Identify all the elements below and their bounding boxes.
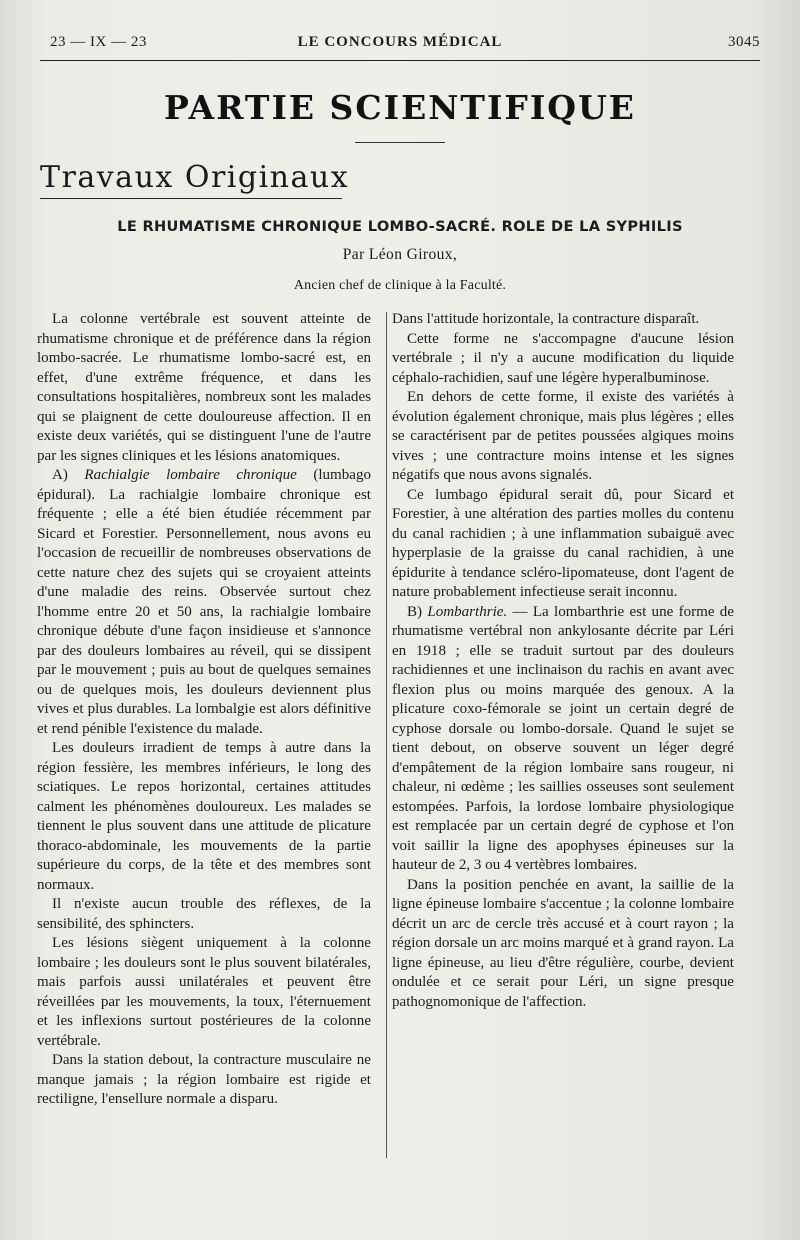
section-rule [355,142,445,143]
subsection-title: Rachialgie lombaire chronique [84,467,297,483]
paragraph: Dans la station debout, la contracture musculaire ne manque jamais ; la région lombaire est rigide et rectiligne, l'ensellure normale a disparu. [37,1052,371,1107]
subsection-title: Lombarthrie. [427,603,508,620]
rubric-rule [40,198,342,199]
rubric-heading: Travaux Originaux [40,160,350,195]
section-title: PARTIE SCIENTIFIQUE [164,88,636,127]
paragraph: La colonne vertébrale est souvent atteinte de rhumatisme chronique et de préférence dans la région lombo-sacrée. Le rhumatisme lombo-sacré est, en effet, d'une extrême fréquence, et dans les consultations hospitalières, nombreux sont les malades qui se plaignent de cette douloureuse affection. Il en existe deux variétés, qui se distinguent l'une de l'autre par les signes cliniques et les lésions anatomiques. [37,311,371,464]
paragraph: Dans la position penchée en avant, la saillie de la ligne épineuse lombaire s'accentue ; la colonne lombaire décrit un arc de cercle très accusé et à court rayon ; la région dorsale un arc moins marqué et à grand rayon. La ligne épineuse, au lieu d'être régulière, courbe, devient ondulée et ce serait pour Léri, un signe presque pathognomonique de l'affection. [392,876,734,1010]
paragraph [392,603,734,876]
column-divider [386,312,387,1158]
paragraph [37,466,371,739]
subsection-label: B) [407,603,423,620]
paragraph: Dans l'attitude horizontale, la contracture disparaît. [392,311,700,327]
right-column [392,310,734,1012]
paragraph: En dehors de cette forme, il existe des variétés à évolution également chronique, mais plus légères ; elles se caractérisent par de petites poussées algiques moins vives ; une contracture moins intense et les signes négatifs que nous avons signalés. [392,389,734,483]
paragraph: Ce lumbago épidural serait dû, pour Sicard et Forestier, à une altération des parties molles du contenu du canal rachidien ; à une inflammation subaiguë avec hyperplasie de la graisse du canal rachidien, à une épidurite à tendance scléro-lipomateuse, dont l'agent de nature probablement infectieuse serait inconnu. [392,486,734,600]
paragraph: Les lésions siègent uniquement à la colonne lombaire ; les douleurs sont le plus souvent bilatérales, mais parfois aussi unilatérales et peuvent être réveillées par les mouvements, la toux, l'éternuement et les inflexions surtout postérieures de la colonne vertébrale. [37,935,371,1049]
page-number: 3045 [728,34,760,50]
paragraph: Les douleurs irradient de temps à autre dans la région fessière, les membres inférieurs, le long des sciatiques. Le repos horizontal, certaines attitudes calment les phénomènes douloureux. Les malades se tiennent le plus souvent dans une attitude de plicature thoraco-abdominale, les mouvements de la partie supérieure du corps, de la tête et des membres sont normaux. [37,740,371,893]
paragraph-text: (lumbago épidural). La rachialgie lombaire chronique est fréquente ; elle a été bien étudiée récemment par Sicard et Forestier. Personnellement, nous avons eu l'occasion de recueillir de nombreuses observations de cette nature chez des sujets qui se croyaient atteints d'une maladie des reins. Observée surtout chez l'homme entre 20 et 50 ans, la rachialgie lombaire chronique débute d'une façon insidieuse et s'annonce par des douleurs lombaires au réveil, qui se dissipent par le mouvement ; puis au bout de quelques semaines ou de quelques mois, les douleurs deviennent plus vives et plus durables. La lombalgie est alors définitive et rend pénible l'existence du malade. [37,467,372,737]
paragraph: Il n'existe aucun trouble des réflexes, de la sensibilité, des sphincters. [37,896,371,932]
subsection-label: A) [52,467,68,483]
header-rule [40,60,760,61]
author-affiliation: Ancien chef de clinique à la Faculté. [293,278,507,293]
paragraph: Cette forme ne s'accompagne d'aucune lésion vertébrale ; il n'y a aucune modification du liquide céphalo-rachidien, sauf une légère hyperalbuminose. [392,330,734,386]
left-column [37,310,371,1110]
journal-name: LE CONCOURS MÉDICAL [297,34,503,50]
running-head [40,34,760,56]
issue-date: 23 — IX — 23 [50,34,147,50]
paragraph-text: — La lombarthrie est une forme de rhumatisme vertébral non ankylosante décrite par Léri en 1918 ; elle se traduit surtout par des douleurs rachidiennes et une inclinaison du rachis en avant avec flexion plus ou moins marquée des genoux. A la plicature coxo-fémorale se joint un certain degré de cyphose dorsale ou lombo-dorsale. Quand le sujet se tient debout, on observe souvent un léger degré d'empâtement de la région lombaire sans rougeur, ni chaleur, ni œdème ; les saillies osseuses sont seulement estompées. Parfois, la lordose lombaire physiologique est remplacée par un certain degré de cyphose et l'on voit saillir la ligne des apophyses épineuses sur la hauteur de 2, 3 ou 4 vertèbres lombaires. [392,603,735,873]
author-byline: Par Léon Giroux, [342,246,458,263]
article-title: LE RHUMATISME CHRONIQUE LOMBO-SACRÉ. ROLE DE LA SYPHILIS [117,218,683,235]
